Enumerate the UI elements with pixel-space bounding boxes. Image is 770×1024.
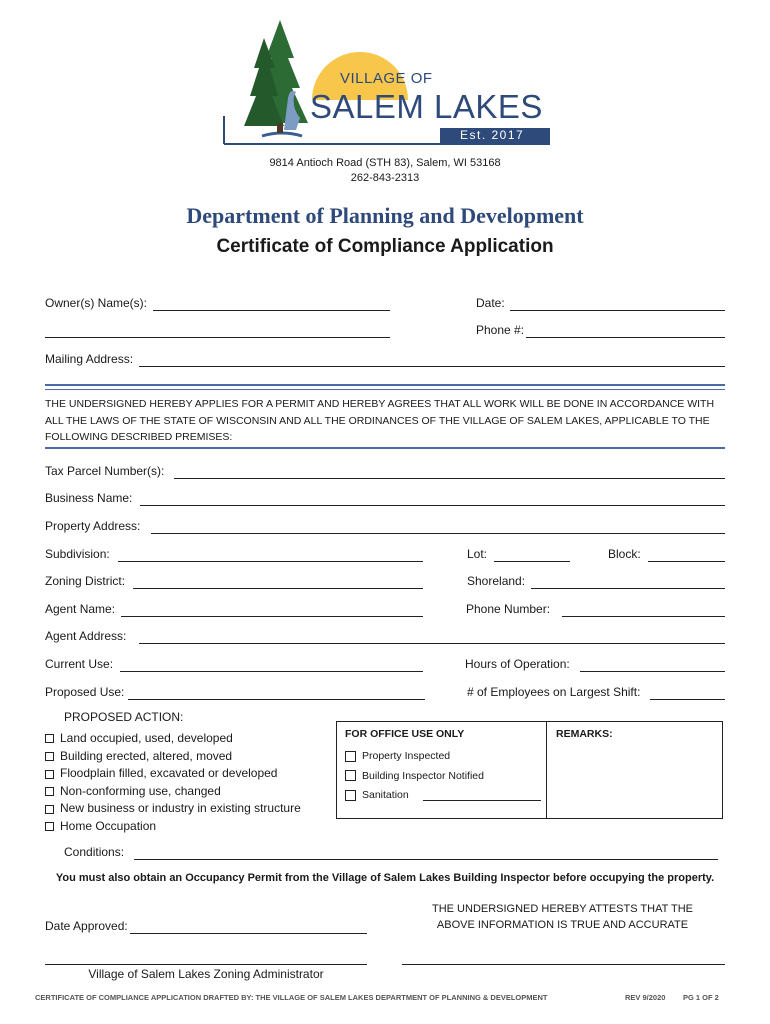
proposed-action-item[interactable]: Building erected, altered, moved [45, 748, 301, 766]
footer-page: PG 1 OF 2 [683, 993, 719, 1002]
shoreland-label: Shoreland: [467, 574, 526, 588]
business-name-field[interactable] [140, 505, 725, 506]
village-logo [222, 18, 552, 148]
agent-name-label: Agent Name: [45, 602, 116, 616]
logo-est-text: Est. 2017 [460, 128, 525, 142]
proposed-use-field[interactable] [128, 699, 425, 700]
proposed-action-list [45, 730, 301, 836]
section-divider-top-2 [45, 389, 725, 390]
owner-name-field[interactable] [153, 310, 390, 311]
date-approved-field[interactable] [130, 933, 367, 934]
conditions-field[interactable] [134, 859, 718, 860]
employees-field[interactable] [650, 699, 725, 700]
proposed-use-label: Proposed Use: [45, 685, 125, 699]
owner-name-field-2[interactable] [45, 337, 390, 338]
agent-address-label: Agent Address: [45, 629, 127, 643]
hours-label: Hours of Operation: [465, 657, 570, 671]
checkbox[interactable] [45, 805, 54, 814]
subdivision-field[interactable] [118, 561, 423, 562]
agent-phone-field[interactable] [562, 616, 725, 617]
office-use-list [345, 747, 484, 806]
proposed-action-title: PROPOSED ACTION: [64, 710, 184, 724]
lot-label: Lot: [467, 547, 488, 561]
footer-rev: REV 9/2020 [625, 993, 666, 1002]
section-divider-top [45, 384, 725, 386]
checkbox[interactable] [45, 752, 54, 761]
mailing-address-label: Mailing Address: [45, 352, 134, 366]
checkbox[interactable] [345, 751, 356, 762]
village-address: 9814 Antioch Road (STH 83), Salem, WI 53168 [269, 157, 501, 169]
attest-line-1: THE UNDERSIGNED HEREBY ATTESTS THAT THE [432, 903, 693, 915]
checkbox[interactable] [345, 770, 356, 781]
department-title: Department of Planning and Development [186, 203, 584, 228]
tax-parcel-field[interactable] [174, 478, 725, 479]
office-use-box [336, 721, 723, 819]
declaration-text: THE UNDERSIGNED HEREBY APPLIES FOR A PERMIT AND HEREBY AGREES THAT ALL WORK WILL BE DONE IN ACCORDANCE WITH ALL THE LAWS OF THE STATE OF WISCONSIN AND ALL THE ORDINANCES OF THE VILLAGE OF SALEM LAKES, APPLICABLE TO THE FOLLOWING DESCRIBED PREMISES: [45, 398, 715, 443]
agent-phone-label: Phone Number: [466, 602, 551, 616]
logo-main-text: SALEM LAKES [310, 88, 543, 125]
business-name-label: Business Name: [45, 491, 133, 505]
office-use-item[interactable]: Sanitation [345, 786, 484, 806]
agent-name-field[interactable] [121, 616, 423, 617]
property-address-label: Property Address: [45, 519, 141, 533]
checkbox[interactable] [345, 790, 356, 801]
conditions-label: Conditions: [64, 845, 125, 859]
attest-line-2: ABOVE INFORMATION IS TRUE AND ACCURATE [436, 919, 689, 931]
remarks-label: REMARKS: [556, 728, 613, 740]
employees-label: # of Employees on Largest Shift: [467, 685, 641, 699]
phone-label: Phone #: [476, 323, 525, 337]
occupancy-notice: You must also obtain an Occupancy Permit from the Village of Salem Lakes Building Inspector before occupying the property. [55, 872, 715, 884]
applicant-signature-line[interactable] [402, 964, 725, 965]
office-use-divider [546, 722, 547, 818]
checkbox[interactable] [45, 822, 54, 831]
block-label: Block: [608, 547, 641, 561]
phone-field[interactable] [526, 337, 725, 338]
checkbox[interactable] [45, 787, 54, 796]
office-use-title: FOR OFFICE USE ONLY [345, 728, 465, 740]
zoning-district-field[interactable] [133, 588, 423, 589]
current-use-label: Current Use: [45, 657, 114, 671]
lot-field[interactable] [494, 561, 570, 562]
administrator-signature-line[interactable] [45, 964, 367, 965]
mailing-address-field[interactable] [139, 366, 725, 367]
date-field[interactable] [510, 310, 725, 311]
block-field[interactable] [648, 561, 725, 562]
proposed-action-item[interactable]: New business or industry in existing structure [45, 800, 301, 818]
shoreland-field[interactable] [531, 588, 725, 589]
section-divider-bottom [45, 447, 725, 449]
property-address-field[interactable] [151, 533, 725, 534]
footer-drafted: CERTIFICATE OF COMPLIANCE APPLICATION DRAFTED BY: THE VILLAGE OF SALEM LAKES DEPARTMENT OF PLANNING & DEVELOPMENT [35, 993, 548, 1002]
sanitation-field[interactable] [423, 800, 541, 801]
proposed-action-item[interactable]: Land occupied, used, developed [45, 730, 301, 748]
office-use-item[interactable]: Property Inspected [345, 747, 484, 767]
office-use-item[interactable]: Building Inspector Notified [345, 767, 484, 787]
village-phone: 262-843-2313 [350, 172, 420, 184]
form-title: Certificate of Compliance Application [216, 236, 554, 257]
proposed-action-item[interactable]: Home Occupation [45, 818, 301, 836]
date-label: Date: [476, 296, 505, 310]
subdivision-label: Subdivision: [45, 547, 110, 561]
current-use-field[interactable] [120, 671, 423, 672]
proposed-action-item[interactable]: Non-conforming use, changed [45, 783, 301, 801]
hours-field[interactable] [580, 671, 725, 672]
zoning-district-label: Zoning District: [45, 574, 126, 588]
date-approved-label: Date Approved: [45, 919, 128, 933]
owner-name-label: Owner(s) Name(s): [45, 296, 148, 310]
tax-parcel-label: Tax Parcel Number(s): [45, 464, 165, 478]
checkbox[interactable] [45, 734, 54, 743]
administrator-label: Village of Salem Lakes Zoning Administrator [88, 967, 324, 981]
checkbox[interactable] [45, 770, 54, 779]
proposed-action-item[interactable]: Floodplain filled, excavated or developed [45, 765, 301, 783]
logo-top-text: VILLAGE OF [340, 70, 433, 87]
agent-address-field[interactable] [139, 643, 725, 644]
